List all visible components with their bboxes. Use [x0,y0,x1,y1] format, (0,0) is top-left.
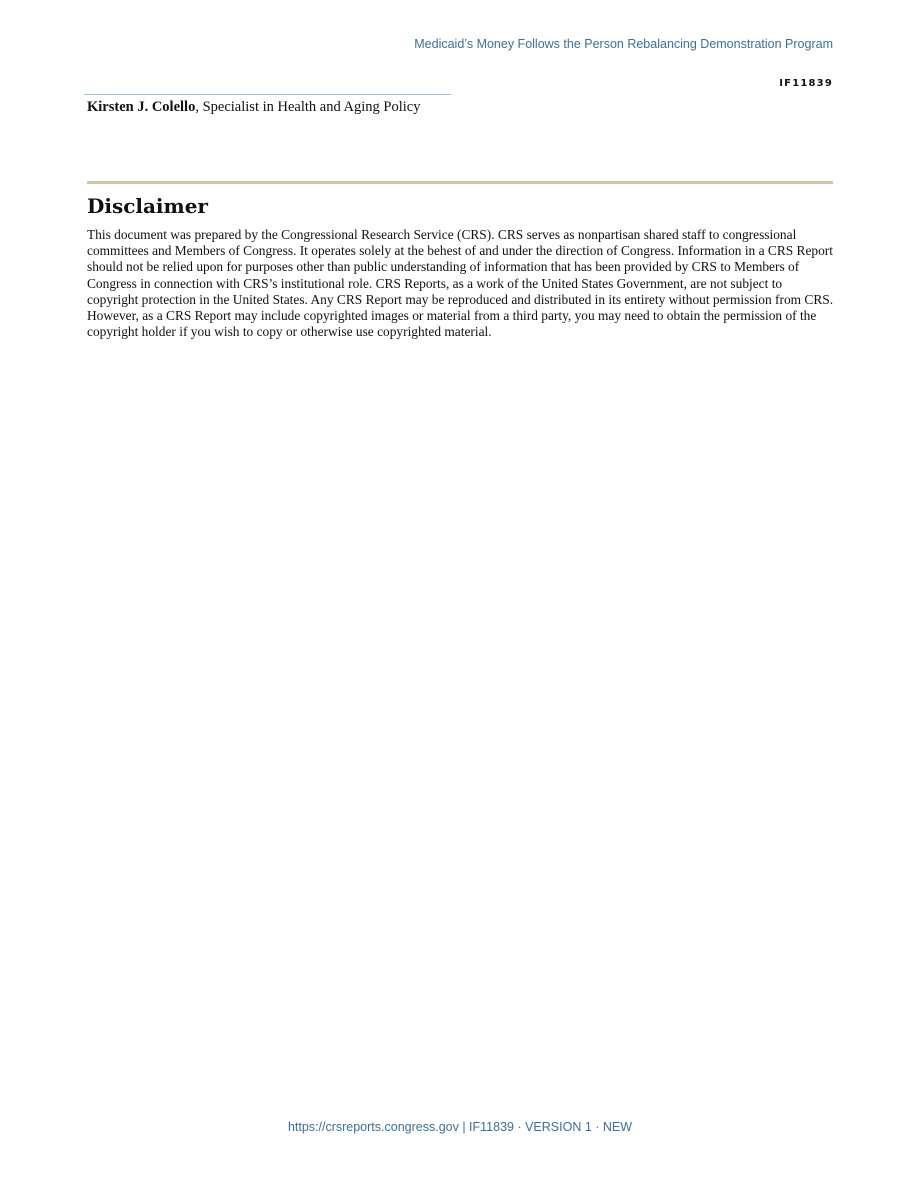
author-title: , Specialist in Health and Aging Policy [195,99,421,115]
author-line [87,99,420,116]
author-divider [84,94,451,95]
running-header-title: Medicaid’s Money Follows the Person Rebalancing Demonstration Program [414,37,833,51]
report-id: IF11839 [779,78,833,89]
author-name: Kirsten J. Colello [87,99,196,115]
disclaimer-body: This document was prepared by the Congressional Research Service (CRS). CRS serves as nonpartisan shared staff to congressional committees and Members of Congress. It operates solely at the behest of and under the direction of Congress. Information in a CRS Report should not be relied upon for purposes other than public understanding of information that has been provided by CRS to Members of Congress in connection with CRS’s institutional role. CRS Reports, as a work of the United States Government, are not subject to copyright protection in the United States. Any CRS Report may be reproduced and distributed in its entirety without permission from CRS. However, as a CRS Report may include copyrighted images or material from a third party, you may need to obtain the permission of the copyright holder if you wish to copy or otherwise use copyrighted material. [87,227,834,340]
section-divider [87,181,833,184]
disclaimer-heading: Disclaimer [87,194,208,218]
page-footer-link[interactable]: https://crsreports.congress.gov | IF11839 · VERSION 1 · NEW [287,1120,633,1134]
